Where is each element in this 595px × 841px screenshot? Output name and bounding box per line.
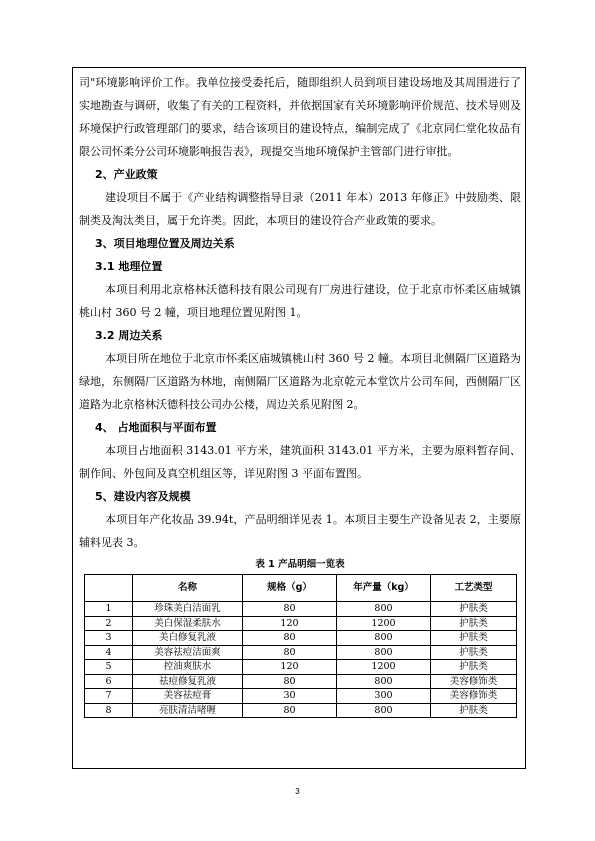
product-table [84,574,517,718]
section-4-text: 本项目占地面积 3143.01 平方米，建筑面积 3143.01 平方米，主要为原料暂存间、制作间、外包间及真空机组区等，详见附图 3 平面布置图。 [79,444,521,480]
section-3-1-heading: 3.1 地理位置 [95,260,163,273]
cell-process: 护肤类 [431,703,517,718]
cell-index: 6 [85,674,133,689]
table-row [85,660,517,675]
cell-spec: 80 [243,703,337,718]
section-3-1-text: 本项目利用北京格林沃德科技有限公司现有厂房进行建设，位于北京市怀柔区庙城镇桃山村 360 号 2 幢，项目地理位置见附图 1。 [79,283,521,319]
table-caption: 表 1 产品明细一览表 [255,559,345,570]
cell-index: 2 [85,616,133,631]
section-3-2-text: 本项目所在地位于北京市怀柔区庙城镇桃山村 360 号 2 幢。本项目北侧隔厂区道路为绿地，东侧隔厂区道路为林地，南侧隔厂区道路为北京乾元本堂饮片公司车间，西侧隔厂区道路为北京格林沃德科技公司办公楼，周边关系见附图 2。 [79,352,521,411]
cell-name: 珍珠美白洁面乳 [133,602,243,617]
document-body [79,71,521,718]
section-3-heading: 3、项目地理位置及周边关系 [95,237,235,250]
cell-name: 美容祛痘洁面爽 [133,645,243,660]
cell-process: 护肤类 [431,602,517,617]
cell-name: 控油爽肤水 [133,660,243,675]
section-3-2-heading: 3.2 周边关系 [95,329,163,342]
cell-spec: 80 [243,645,337,660]
table-row [85,645,517,660]
section-5-heading: 5、建设内容及规模 [95,490,191,503]
table-row [85,616,517,631]
cell-process: 护肤类 [431,660,517,675]
cell-output: 800 [337,703,431,718]
intro-paragraph: 司"环境影响评价工作。我单位接受委托后，随即组织人员到项目建设场地及其周围进行了实地勘查与调研，收集了有关的工程资料，并依据国家有关环境影响评价规范、技术导则及环境保护行政管理部门的要求，结合该项目的建设特点，编制完成了《北京同仁堂化妆品有限公司怀柔分公司环境影响报告表》，现提交当地环境保护主管部门进行审批。 [79,76,521,158]
table-row [85,703,517,718]
cell-process: 美容修饰类 [431,689,517,704]
header-name: 名称 [133,575,243,602]
cell-output: 800 [337,602,431,617]
section-4-heading: 4、 占地面积与平面布置 [95,421,217,434]
cell-output: 300 [337,689,431,704]
cell-name: 美白保湿柔肤水 [133,616,243,631]
cell-index: 3 [85,631,133,646]
table-row [85,689,517,704]
cell-output: 800 [337,645,431,660]
cell-spec: 120 [243,616,337,631]
cell-index: 8 [85,703,133,718]
page-number: 3 [295,787,300,796]
cell-index: 5 [85,660,133,675]
table-row [85,674,517,689]
cell-output: 800 [337,631,431,646]
cell-name: 美容祛痘膏 [133,689,243,704]
section-2-text: 建设项目不属于《产业结构调整指导目录（2011 年本）2013 年修正》中鼓励类、限制类及淘汰类目，属于允许类。因此，本项目的建设符合产业政策的要求。 [79,191,521,227]
content-frame [72,67,526,769]
cell-output: 800 [337,674,431,689]
cell-output: 1200 [337,660,431,675]
cell-name: 祛痘修复乳液 [133,674,243,689]
cell-output: 1200 [337,616,431,631]
cell-index: 7 [85,689,133,704]
cell-spec: 120 [243,660,337,675]
cell-spec: 80 [243,602,337,617]
cell-spec: 80 [243,674,337,689]
cell-index: 1 [85,602,133,617]
header-output: 年产量（kg） [337,575,431,602]
section-2-heading: 2、产业政策 [95,168,158,181]
cell-process: 护肤类 [431,645,517,660]
table-row [85,631,517,646]
cell-process: 护肤类 [431,616,517,631]
cell-process: 护肤类 [431,631,517,646]
header-index [85,575,133,602]
cell-spec: 80 [243,631,337,646]
cell-name: 美白修复乳液 [133,631,243,646]
table-row [85,602,517,617]
cell-process: 美容修饰类 [431,674,517,689]
header-process: 工艺类型 [431,575,517,602]
cell-spec: 30 [243,689,337,704]
header-spec: 规格（g） [243,575,337,602]
table-header-row [85,575,517,602]
section-5-text: 本项目年产化妆品 39.94t，产品明细详见表 1。本项目主要生产设备见表 2，主要原辅料见表 3。 [79,513,521,549]
cell-index: 4 [85,645,133,660]
cell-name: 亮肤清洁啫喱 [133,703,243,718]
